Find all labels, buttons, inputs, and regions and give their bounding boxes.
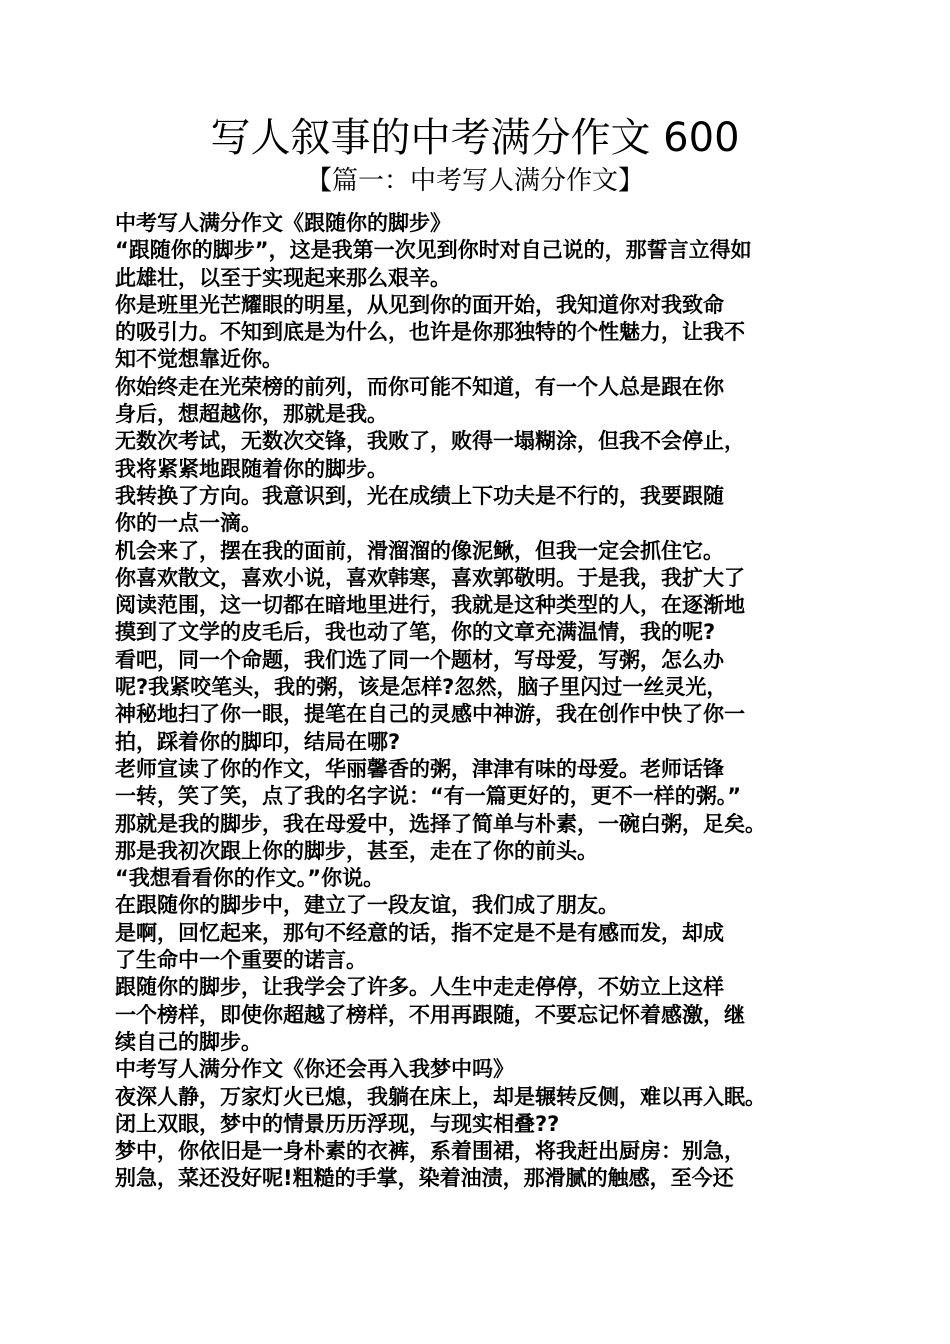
text-line: 跟随你的脚步，让我学会了许多。人生中走走停停，不妨立上这样: [115, 975, 724, 1000]
text-line: 那就是我的脚步，我在母爱中，选择了简单与朴素，一碗白粥，足矣。: [115, 811, 766, 836]
text-line: 那是我初次跟上你的脚步，甚至，走在了你的前头。: [115, 838, 598, 863]
text-line: 你是班里光芒耀眼的明星，从见到你的面开始，我知道你对我致命: [115, 292, 724, 317]
text-line: 是啊，回忆起来，那句不经意的话，指不定是不是有感而发，却成: [115, 920, 724, 945]
text-line: 续自己的脚步。: [115, 1029, 262, 1054]
text-line: 一个榜样，即使你超越了榜样，不用再跟随，不要忘记怀着感激，继: [115, 1002, 745, 1027]
text-line: 梦中，你依旧是一身朴素的衣裤，系着围裙，将我赶出厨房：别急，: [115, 1139, 745, 1164]
text-line: 夜深人静，万家灯火已熄，我躺在床上，却是辗转反侧，难以再入眠。: [115, 1084, 766, 1109]
text-line: 一转，笑了笑，点了我的名字说：“有一篇更好的，更不一样的粥。”: [115, 784, 742, 809]
text-line: 闭上双眼，梦中的情景历历浮现，与现实相叠??: [115, 1111, 560, 1136]
text-line: 身后，想超越你，那就是我。: [115, 402, 388, 427]
text-line: 在跟随你的脚步中，建立了一段友谊，我们成了朋友。: [115, 893, 619, 918]
text-line: 中考写人满分作文《你还会再入我梦中吗》: [115, 1057, 514, 1082]
text-line: 拍，踩着你的脚印，结局在哪?: [115, 729, 401, 754]
text-line: 中考写人满分作文《跟随你的脚步》: [115, 211, 451, 235]
text-line: 无数次考试，无数次交锋，我败了，败得一塌糊涂，但我不会停止，: [115, 429, 745, 454]
text-line: 的吸引力。不知到底是为什么，也许是你那独特的个性魅力，让我不: [115, 320, 745, 345]
text-line: “跟随你的脚步”，这是我第一次见到你时对自己说的，那誓言立得如: [115, 238, 752, 263]
text-line: 别急，菜还没好呢!粗糙的手掌，染着油渍，那滑腻的触感，至今还: [115, 1166, 734, 1191]
text-line: 呢?我紧咬笔头，我的粥，该是怎样?忽然，脑子里闪过一丝灵光，: [115, 675, 728, 700]
text-line: 你始终走在光荣榜的前列，而你可能不知道，有一个人总是跟在你: [115, 374, 724, 399]
text-line: 我将紧紧地跟随着你的脚步。: [115, 456, 388, 481]
text-line: 神秘地扫了你一眼，提笔在自己的灵感中神游，我在创作中快了你一: [115, 702, 745, 727]
text-line: 此雄壮，以至于实现起来那么艰辛。: [115, 265, 451, 290]
text-line: 老师宣读了你的作文，华丽馨香的粥，津津有味的母爱。老师话锋: [115, 756, 724, 781]
text-line: 你的一点一滴。: [115, 511, 262, 536]
text-line: 摸到了文学的皮毛后，我也动了笔，你的文章充满温情，我的呢?: [115, 620, 716, 645]
text-line: 知不觉想靠近你。: [115, 347, 283, 372]
text-line: 我转换了方向。我意识到，光在成绩上下功夫是不行的，我要跟随: [115, 483, 724, 508]
text-line: 了生命中一个重要的诺言。: [115, 948, 367, 973]
text-line: 阅读范围，这一切都在暗地里进行，我就是这种类型的人，在逐渐地: [115, 593, 745, 618]
document-subtitle: 【篇一：中考写人满分作文】: [305, 166, 644, 196]
text-line: 看吧，同一个命题，我们选了同一个题材，写母爱，写粥，怎么办: [115, 647, 724, 672]
document-body: [115, 210, 845, 1193]
text-line: 你喜欢散文，喜欢小说，喜欢韩寒，喜欢郭敬明。于是我，我扩大了: [115, 565, 745, 590]
text-line: “我想看看你的作文。”你说。: [115, 866, 385, 891]
document-title: 写人叙事的中考满分作文 600: [210, 115, 740, 161]
text-line: 机会来了，摆在我的面前，滑溜溜的像泥鳅，但我一定会抓住它。: [115, 538, 724, 563]
